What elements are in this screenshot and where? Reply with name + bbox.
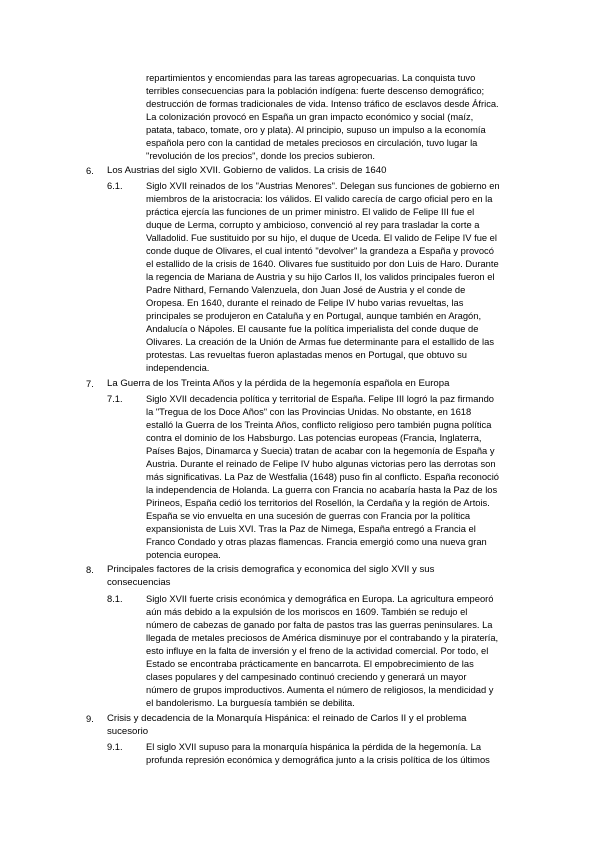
subsection-number: 8.1.	[107, 594, 123, 604]
text-line: Siglo XVII fuerte crisis económica y demográfica en Europa. La agricultura empeoró	[146, 594, 494, 604]
text-line: miembros de la aristocracia: los válidos. El valido carecía de cargo oficial pero en la	[146, 194, 493, 204]
text-line: El siglo XVII supuso para la monarquía hispánica la pérdida de la hegemonía. La	[146, 742, 482, 752]
section-number: 7.	[86, 379, 94, 389]
text-line: práctica ejercía las funciones de un primer ministro. El valido de Felipe III fue el	[146, 207, 475, 217]
text-line: terribles consecuencias para la población indígena: fuerte descenso demográfico;	[146, 86, 485, 96]
section-number: 8.	[86, 565, 94, 575]
text-line: Estado se encontraba prácticamente en bancarrota. El empobrecimiento de las	[146, 659, 474, 669]
text-line: conde duque de Olivares, el cual intentó "devolver" la grandeza a España y provocó	[146, 246, 494, 256]
text-line: estalló la Guerra de los Treinta Años, conflicto religioso pero también pugna política	[146, 420, 492, 430]
text-line: aún más debido a la expulsión de los moriscos en 1609. También se redujo el	[146, 607, 468, 617]
text-line: independencia.	[146, 363, 210, 373]
text-line: la "Tregua de los Doce Años" con las Provincias Unidas. No obstante, en 1618	[146, 407, 472, 417]
text-line: española pero con la cantidad de metales preciosos en circulación, tuvo lugar la	[146, 138, 478, 148]
section-title: La Guerra de los Treinta Años y la pérdida de la hegemonía española en Europa	[107, 378, 450, 389]
text-line: Siglo XVII decadencia política y territorial de España. Felipe III logró la paz firmando	[146, 394, 494, 404]
text-line: contra el dominio de los Habsburgo. Las potencias europeas (Francia, Inglaterra,	[146, 433, 482, 443]
text-line: Austria. Durante el reinado de Felipe IV hubo algunas victorias pero las derrotas son	[146, 459, 496, 469]
text-line: Oropesa. En 1640, durante el reinado de Felipe IV hubo varias revueltas, las	[146, 298, 464, 308]
section-title: Principales factores de la crisis demografica y economica del siglo XVII y sus	[107, 564, 435, 575]
text-line: patata, tabaco, tomate, oro y plata). Al principio, supuso un impulso a la economía	[146, 125, 486, 135]
text-line: España se vio envuelta en una sucesión de guerras con Francia por la política	[146, 511, 471, 521]
text-line: expansionista de Luis XVI. Tras la Paz de Nimega, España entregó a Francia el	[146, 524, 476, 534]
section-number: 9.	[86, 714, 94, 724]
text-line: Andalucía o Nápoles. El causante fue la política imperialista del conde duque de	[146, 324, 479, 334]
section-title: Crisis y decadencia de la Monarquía Hispánica: el reinado de Carlos II y el problema	[107, 713, 467, 724]
text-line: la independencia de Holanda. La guerra con Francia no acabaría hasta la Paz de los	[146, 485, 498, 495]
text-line: Siglo XVII reinados de los "Austrias Menores". Delegan sus funciones de gobierno en	[146, 181, 500, 191]
text-line: número de cabezas de ganado por falta de pastos tras las guerras peninsulares. La	[146, 620, 493, 630]
subsection-number: 6.1.	[107, 181, 123, 191]
text-line: Pirineos, España cedió los territorios del Rosellón, la Cerdaña y la región de Artois.	[146, 498, 490, 508]
subsection-number: 9.1.	[107, 742, 123, 752]
text-line: esto influye en la falta de inversión y el freno de la actividad comercial. Por todo, el	[146, 646, 489, 656]
section-title: consecuencias	[107, 577, 171, 588]
text-line: llegada de metales preciosos de América disminuye por el contrabando y la piratería,	[146, 633, 499, 643]
section-title: Los Austrias del siglo XVII. Gobierno de validos. La crisis de 1640	[107, 165, 387, 176]
text-line: Padre Nithard, Fernando Valenzuela, don Juan José de Austria y el conde de	[146, 285, 466, 295]
text-line: La colonización provocó en España un gran impacto económico y social (maíz,	[146, 112, 474, 122]
text-line: repartimientos y encomiendas para las tareas agropecuarias. La conquista tuvo	[146, 73, 476, 83]
text-line: Olivares. La creación de la Unión de Armas fue determinante para el estallido de las	[146, 337, 494, 347]
text-line: principales se produjeron en Cataluña y en Portugal, aunque también en Aragón,	[146, 311, 482, 321]
text-line: destrucción de formas tradicionales de vida. Intenso tráfico de esclavos desde África.	[146, 99, 499, 109]
section-title: sucesorio	[107, 726, 149, 737]
text-line: el bandolerismo. La burguesía también se debilita.	[146, 698, 355, 708]
text-line: "revolución de los precios", donde los precios subieron.	[146, 151, 375, 161]
text-line: Franco Condado y otras plazas flamencas. Francia emergió como una nueva gran	[146, 537, 487, 547]
text-line: clases populares y del campesinado continuó creciendo y generará un mayor	[146, 672, 467, 682]
text-line: protestas. Las revueltas fueron aplastadas menos en Portugal, que obtuvo su	[146, 350, 468, 360]
text-line: profunda represión económica y demográfica junto a la crisis política de los últimos	[146, 755, 490, 765]
text-line: la regencia de Mariana de Austria y su hijo Carlos II, los validos principales fueron el	[146, 272, 495, 282]
text-line: potencia europea.	[146, 550, 221, 560]
text-line: Países Bajos, Dinamarca y Suecia) tratan de acabar con la hegemonía de España y	[146, 446, 495, 456]
subsection-number: 7.1.	[107, 394, 123, 404]
section-number: 6.	[86, 166, 94, 176]
text-line: el estallido de la crisis de 1640. Olivares fue sustituido por don Luis de Haro. Durante	[146, 259, 499, 269]
text-line: número de grupos improductivos. Aumenta el número de religiosos, la mendicidad y	[146, 685, 494, 695]
text-line: más significativas. La Paz de Westfalia (1648) puso fin al conflicto. España reconoció	[146, 472, 500, 482]
text-line: duque de Lerma, corrupto y ambicioso, convenció al rey para trasladar la corte a	[146, 220, 480, 230]
text-line: Valladolid. Fue sustituido por su hijo, el duque de Uceda. El valido de Felipe IV fue el	[146, 233, 497, 243]
